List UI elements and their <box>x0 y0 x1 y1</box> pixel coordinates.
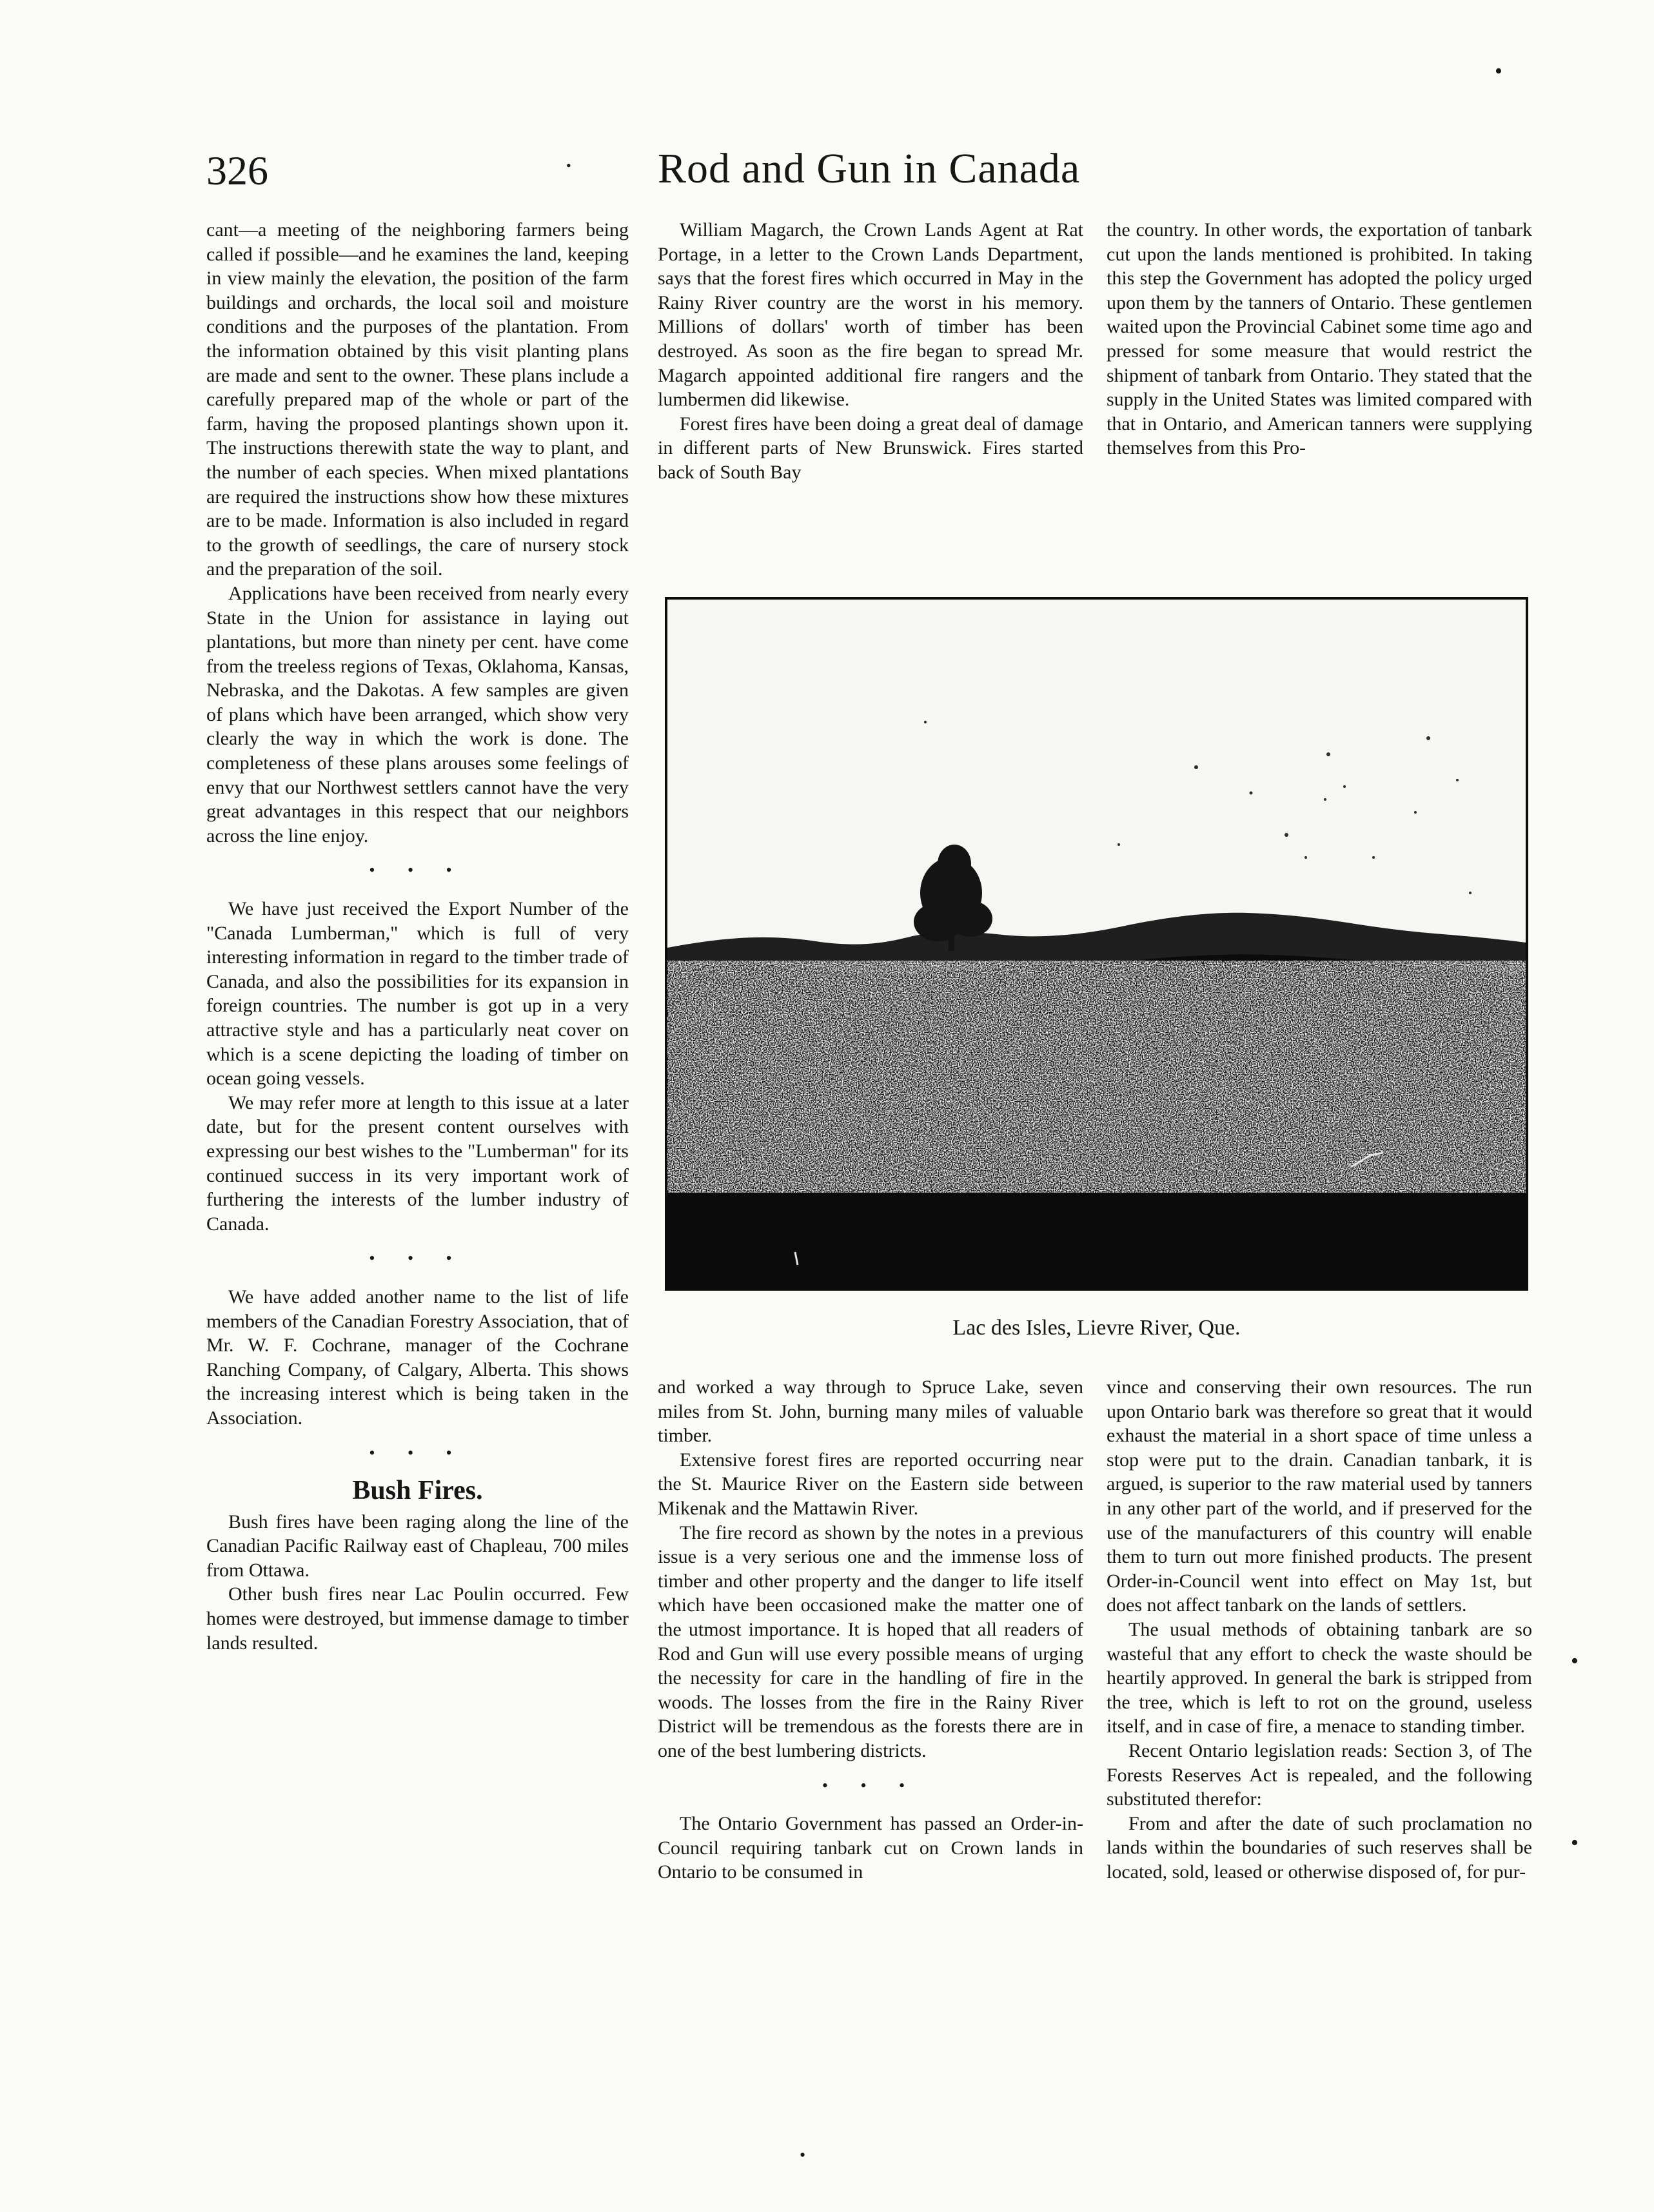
separator: • • • <box>369 1443 466 1462</box>
column-right-top <box>1107 218 1532 460</box>
paragraph: and worked a way through to Spruce Lake, seven miles from St. John, burning many miles of valuable timber. <box>658 1376 1083 1447</box>
column-right-bottom <box>1107 1375 1532 1884</box>
separator: • • • <box>369 861 466 880</box>
section-heading: Bush Fires. <box>352 1476 483 1506</box>
paragraph: Applications have been received from nearly every State in the Union for assistance in laying out plantations, but more than ninety per cent. have come from the treeless regions of Texas, Oklahoma, Kansas, Nebraska, and the Dakotas. A few samples are given of plans which have been arranged, which show very clearly the way in which the work is done. The completeness of these plans arouses some feelings of envy that our Northwest settlers cannot have the very great advantages in this respect that our neighbors across the line enjoy. <box>206 582 629 847</box>
paragraph: We may refer more at length to this issue at a later date, but for the present content ourselves with expressing our best wishes to the "Lumberman" for its continued success in its very important work of furthering the interests of the lumber industry of Canada. <box>206 1091 629 1235</box>
paragraph: We have just received the Export Number of the "Canada Lumberman," which is full of very interesting information in regard to the timber trade of Canada, and also the possibilities for its expansion in foreign countries. The number is got up in a very attractive style and has a particularly neat cover on which is a scene depicting the loading of timber on ocean going vessels. <box>206 898 629 1090</box>
paragraph: the country. In other words, the exportation of tanbark cut upon the lands mentioned is prohibited. In taking this step the Government has adopted the policy urged upon them by the tanners of Ontario. These gentlemen waited upon the Provincial Cabinet some time ago and pressed for some measure that would restrict the shipment of tanbark from Ontario. They stated that the supply in the United States was limited compared with that in Ontario, and American tanners were supplying themselves from this Pro- <box>1107 219 1532 459</box>
paragraph: vince and conserving their own resources. The run upon Ontario bark was therefore so great that it would exhaust the material in a short space of time unless a stop were put to the drain. Canadian tanbark, it is argued, is superior to the raw material used by tanners in any other part of the world, and if preserved for the use of the manufacturers of this country will enable them to turn out more finished products. The present Order-in-Council went into effect on May 1st, but does not affect tanbark on the lands of settlers. <box>1107 1376 1532 1616</box>
paragraph: Bush fires have been raging along the line of the Canadian Pacific Railway east of Chapleau, 700 miles from Ottawa. <box>206 1511 629 1581</box>
paragraph: The fire record as shown by the notes in a previous issue is a very serious one and the immense loss of timber and other property and the danger to life itself which have been occasioned make the matter one of the utmost importance. It is hoped that all readers of Rod and Gun will use every possible means of urging the necessity for care in the handling of fire in the woods. The losses from the fire in the Rainy River District will be tremendous as the forests there are in one of the best lumbering districts. <box>658 1522 1083 1761</box>
paragraph: The usual methods of obtaining tanbark are so wasteful that any effort to check the waste should be heartily approved. In general the bark is stripped from the tree, which is left to rot on the ground, useless itself, and in case of fire, a menace to standing timber. <box>1107 1618 1532 1737</box>
separator: • • • <box>822 1776 920 1795</box>
print-speck: • <box>800 2146 806 2164</box>
landscape-photo <box>665 597 1528 1291</box>
page-number: 326 <box>206 148 268 193</box>
paragraph: cant—a meeting of the neighboring farmers being called if possible—and he examines the land, keeping in view mainly the elevation, the position of the farm buildings and orchards, the local soil and moisture conditions and the purposes of the plantation. From the information obtained by this visit planting plans are made and sent to the owner. These plans include a carefully prepared map of the whole or part of the farm, having the proposed plantings shown upon it. The instructions therewith state the way to plant, and the number of each species. When mixed plantations are required the instructions show how these mixtures are to be made. Information is also included in regard to the growth of seedlings, the care of nursery stock and the preparation of the soil. <box>206 219 629 580</box>
print-speck: • <box>1495 59 1502 83</box>
print-speck: • <box>1571 1831 1579 1855</box>
column-left <box>206 218 629 1655</box>
paragraph: The Ontario Government has passed an Order-in-Council requiring tanbark cut on Crown lands in Ontario to be consumed in <box>658 1813 1083 1883</box>
paragraph: Other bush fires near Lac Poulin occurred. Few homes were destroyed, but immense damage to timber lands resulted. <box>206 1583 629 1654</box>
photo-caption: Lac des Isles, Lievre River, Que. <box>952 1316 1241 1340</box>
column-middle-bottom <box>658 1375 1083 1884</box>
separator: • • • <box>369 1249 466 1268</box>
print-speck: • <box>1571 1649 1579 1673</box>
paragraph: From and after the date of such proclamation no lands within the boundaries of such reserves shall be located, sold, leased or otherwise disposed of, for pur- <box>1107 1812 1532 1883</box>
running-title: Rod and Gun in Canada <box>658 145 1081 192</box>
paragraph: We have added another name to the list of life members of the Canadian Forestry Association, that of Mr. W. F. Cochrane, manager of the Cochrane Ranching Company, of Calgary, Alberta. This shows the increasing interest which is being taken in the Association. <box>206 1286 629 1429</box>
landscape-illustration <box>667 600 1526 1288</box>
paragraph: William Magarch, the Crown Lands Agent at Rat Portage, in a letter to the Crown Lands Department, says that the forest fires which occurred in May in the Rainy River country are the worst in his memory. Millions of dollars' worth of timber has been destroyed. As soon as the fire began to spread Mr. Magarch appointed additional fire rangers and the lumbermen did likewise. <box>658 219 1083 411</box>
column-middle-top <box>658 218 1083 485</box>
paragraph: Recent Ontario legislation reads: Section 3, of The Forests Reserves Act is repealed, and the following substituted therefor: <box>1107 1739 1532 1810</box>
print-speck: • <box>566 157 571 173</box>
paragraph: Extensive forest fires are reported occurring near the St. Maurice River on the Eastern side between Mikenak and the Mattawin River. <box>658 1449 1083 1519</box>
paragraph: Forest fires have been doing a great deal of damage in different parts of New Brunswick. Fires started back of South Bay <box>658 413 1083 483</box>
foliage-texture <box>667 961 1526 1193</box>
